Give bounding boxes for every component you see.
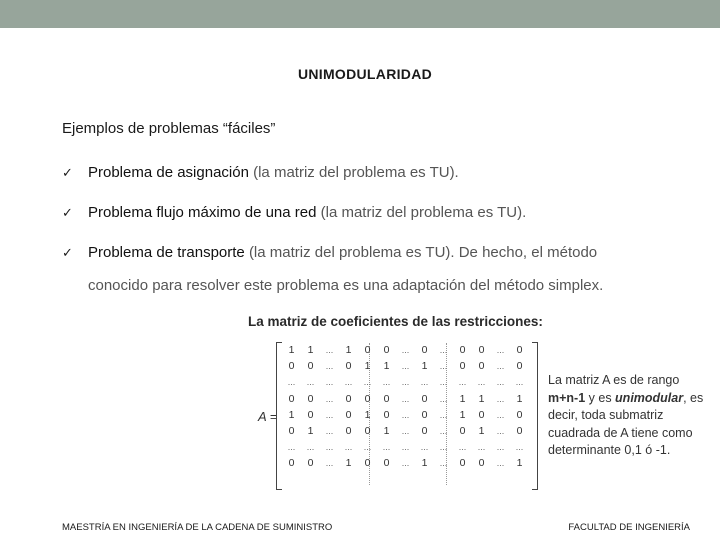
matrix-cell: 0 xyxy=(345,360,352,373)
matrix-cell: ... xyxy=(325,442,334,453)
matrix-cell: 1 xyxy=(516,457,523,470)
matrix-cell: ... xyxy=(401,361,410,372)
bullet-strong: Problema de transporte xyxy=(88,244,245,261)
matrix-cell: 0 xyxy=(288,425,295,438)
matrix-cell: 1 xyxy=(364,360,371,373)
figure-caption: La matriz de coeficientes de las restricciones: xyxy=(248,314,543,329)
matrix-row xyxy=(282,439,529,455)
matrix-cell: 1 xyxy=(478,392,485,405)
matrix-cell: 1 xyxy=(288,344,295,357)
matrix-cell: 0 xyxy=(307,360,314,373)
matrix-cell: 0 xyxy=(459,344,466,357)
matrix-cell: ... xyxy=(496,361,505,372)
note-text: , es xyxy=(683,390,704,405)
bullet-light: (la matriz del problema es TU). xyxy=(320,204,527,221)
matrix-cell: ... xyxy=(344,442,353,453)
matrix-cell: ... xyxy=(401,345,410,356)
matrix-cell: 0 xyxy=(364,425,371,438)
bullet-strong: Problema flujo máximo de una red xyxy=(88,204,317,221)
checkmark-icon: ✓ xyxy=(62,165,73,180)
matrix-cell: ... xyxy=(325,393,334,404)
matrix-cell: ... xyxy=(515,377,524,388)
matrix-cell: 0 xyxy=(288,457,295,470)
matrix-cell: 0 xyxy=(516,425,523,438)
matrix-cell: ... xyxy=(325,458,334,469)
matrix-cell: ... xyxy=(325,377,334,388)
top-bar xyxy=(0,0,720,28)
matrix-cell: 1 xyxy=(421,360,428,373)
bullet-light: (la matriz del problema es TU). xyxy=(253,164,459,181)
matrix-cell: ... xyxy=(439,361,448,372)
matrix-row xyxy=(282,423,529,439)
matrix-cell: ... xyxy=(363,442,372,453)
matrix-cell: ... xyxy=(496,409,505,420)
matrix-cell: 1 xyxy=(288,408,295,421)
slide-subtitle: Ejemplos de problemas “fáciles” xyxy=(62,120,276,137)
matrix-cell: ... xyxy=(382,442,391,453)
matrix-cell: 0 xyxy=(421,425,428,438)
matrix-cell: ... xyxy=(401,377,410,388)
matrix-cell: 1 xyxy=(364,408,371,421)
matrix-cell: 0 xyxy=(516,408,523,421)
matrix-row xyxy=(282,407,529,423)
note-line: determinante 0,1 ó -1. xyxy=(548,443,671,457)
matrix-cell: 0 xyxy=(345,425,352,438)
matrix-cell: ... xyxy=(420,377,429,388)
matrix-note xyxy=(548,372,713,460)
matrix-cell: 0 xyxy=(421,408,428,421)
matrix-cell: 0 xyxy=(364,344,371,357)
checkmark-icon: ✓ xyxy=(62,205,73,220)
matrix-cell: ... xyxy=(496,393,505,404)
note-line: decir, toda submatriz xyxy=(548,408,664,422)
matrix-cell: ... xyxy=(439,377,448,388)
note-line: cuadrada de A tiene como xyxy=(548,425,693,440)
slide-title: UNIMODULARIDAD xyxy=(297,66,433,82)
matrix-cell: 0 xyxy=(383,392,390,405)
matrix-cell: ... xyxy=(401,409,410,420)
matrix-cell: 0 xyxy=(383,457,390,470)
coefficient-matrix xyxy=(276,340,538,492)
matrix-cell: ... xyxy=(439,393,448,404)
matrix-row xyxy=(282,391,529,407)
matrix-cell: 0 xyxy=(288,360,295,373)
matrix-cell: ... xyxy=(401,393,410,404)
matrix-cell: ... xyxy=(439,442,448,453)
matrix-cell: ... xyxy=(515,442,524,453)
matrix-cell: 0 xyxy=(288,392,295,405)
matrix-cell: ... xyxy=(401,458,410,469)
matrix-cell: ... xyxy=(496,458,505,469)
matrix-cell: 0 xyxy=(459,360,466,373)
footer-faculty: FACULTAD DE INGENIERÍA xyxy=(568,522,690,533)
matrix-cell: 1 xyxy=(345,344,352,357)
matrix-cell: 1 xyxy=(307,344,314,357)
matrix-cell: ... xyxy=(496,442,505,453)
matrix-cell: ... xyxy=(306,377,315,388)
note-rank: m+n-1 xyxy=(548,390,586,405)
matrix-cell: 0 xyxy=(364,392,371,405)
matrix-cell: 1 xyxy=(478,425,485,438)
note-unimodular: unimodular xyxy=(615,390,684,405)
matrix-cell: ... xyxy=(439,345,448,356)
matrix-cell: ... xyxy=(401,426,410,437)
matrix-row xyxy=(282,358,529,374)
matrix-cell: 0 xyxy=(383,344,390,357)
matrix-cell: 0 xyxy=(459,457,466,470)
matrix-cell: ... xyxy=(382,377,391,388)
matrix-cell: 1 xyxy=(307,425,314,438)
matrix-cell: 0 xyxy=(478,408,485,421)
matrix-cell: ... xyxy=(439,458,448,469)
matrix-cell: ... xyxy=(363,377,372,388)
matrix-cell: ... xyxy=(306,442,315,453)
matrix-cell: ... xyxy=(439,426,448,437)
matrix-cell: 0 xyxy=(478,457,485,470)
footer-program: MAESTRÍA EN INGENIERÍA DE LA CADENA DE SUMINISTRO xyxy=(62,522,333,533)
matrix-table xyxy=(282,342,529,472)
matrix-cell: 1 xyxy=(421,457,428,470)
matrix-cell: ... xyxy=(420,442,429,453)
matrix-cell: 0 xyxy=(421,344,428,357)
matrix-row xyxy=(282,374,529,390)
matrix-cell: 0 xyxy=(421,392,428,405)
matrix-cell: 1 xyxy=(516,392,523,405)
matrix-cell: 0 xyxy=(516,360,523,373)
bullet-text xyxy=(88,156,648,189)
matrix-cell: 1 xyxy=(383,425,390,438)
matrix-cell: 0 xyxy=(345,392,352,405)
bullet-text xyxy=(88,196,648,229)
matrix-cell: ... xyxy=(325,426,334,437)
matrix-cell: 1 xyxy=(383,360,390,373)
matrix-row xyxy=(282,455,529,471)
matrix-cell: ... xyxy=(496,426,505,437)
matrix-cell: ... xyxy=(287,442,296,453)
matrix-cell: ... xyxy=(325,409,334,420)
matrix-cell: ... xyxy=(496,345,505,356)
matrix-cell: 0 xyxy=(345,408,352,421)
matrix-cell: 0 xyxy=(478,360,485,373)
matrix-cell: ... xyxy=(325,345,334,356)
bullet-strong: Problema de asignación xyxy=(88,164,249,181)
matrix-row xyxy=(282,342,529,358)
matrix-cell: 0 xyxy=(307,408,314,421)
matrix-cell: 0 xyxy=(307,457,314,470)
matrix-cell: ... xyxy=(477,377,486,388)
right-bracket xyxy=(532,342,538,490)
bullet-light: (la matriz del problema es TU). De hecho, el método conocido para resolver este problema es una adaptación del método simplex. xyxy=(88,244,604,294)
matrix-cell: ... xyxy=(287,377,296,388)
matrix-cell: ... xyxy=(496,377,505,388)
matrix-cell: 1 xyxy=(459,408,466,421)
matrix-cell: 0 xyxy=(516,344,523,357)
bullet-text xyxy=(88,236,648,302)
matrix-lhs: A = xyxy=(258,409,278,424)
matrix-cell: ... xyxy=(344,377,353,388)
matrix-cell: 1 xyxy=(459,392,466,405)
matrix-cell: 0 xyxy=(383,408,390,421)
matrix-cell: 0 xyxy=(364,457,371,470)
checkmark-icon: ✓ xyxy=(62,245,73,260)
matrix-cell: ... xyxy=(477,442,486,453)
matrix-cell: ... xyxy=(458,442,467,453)
matrix-cell: ... xyxy=(439,409,448,420)
matrix-cell: 0 xyxy=(478,344,485,357)
matrix-cell: 0 xyxy=(307,392,314,405)
note-text: y es xyxy=(585,390,616,405)
matrix-cell: ... xyxy=(458,377,467,388)
note-line: La matriz A es de rango xyxy=(548,373,680,387)
matrix-cell: 1 xyxy=(345,457,352,470)
matrix-cell: 0 xyxy=(459,425,466,438)
matrix-cell: ... xyxy=(325,361,334,372)
note-line xyxy=(548,390,713,408)
matrix-cell: ... xyxy=(401,442,410,453)
